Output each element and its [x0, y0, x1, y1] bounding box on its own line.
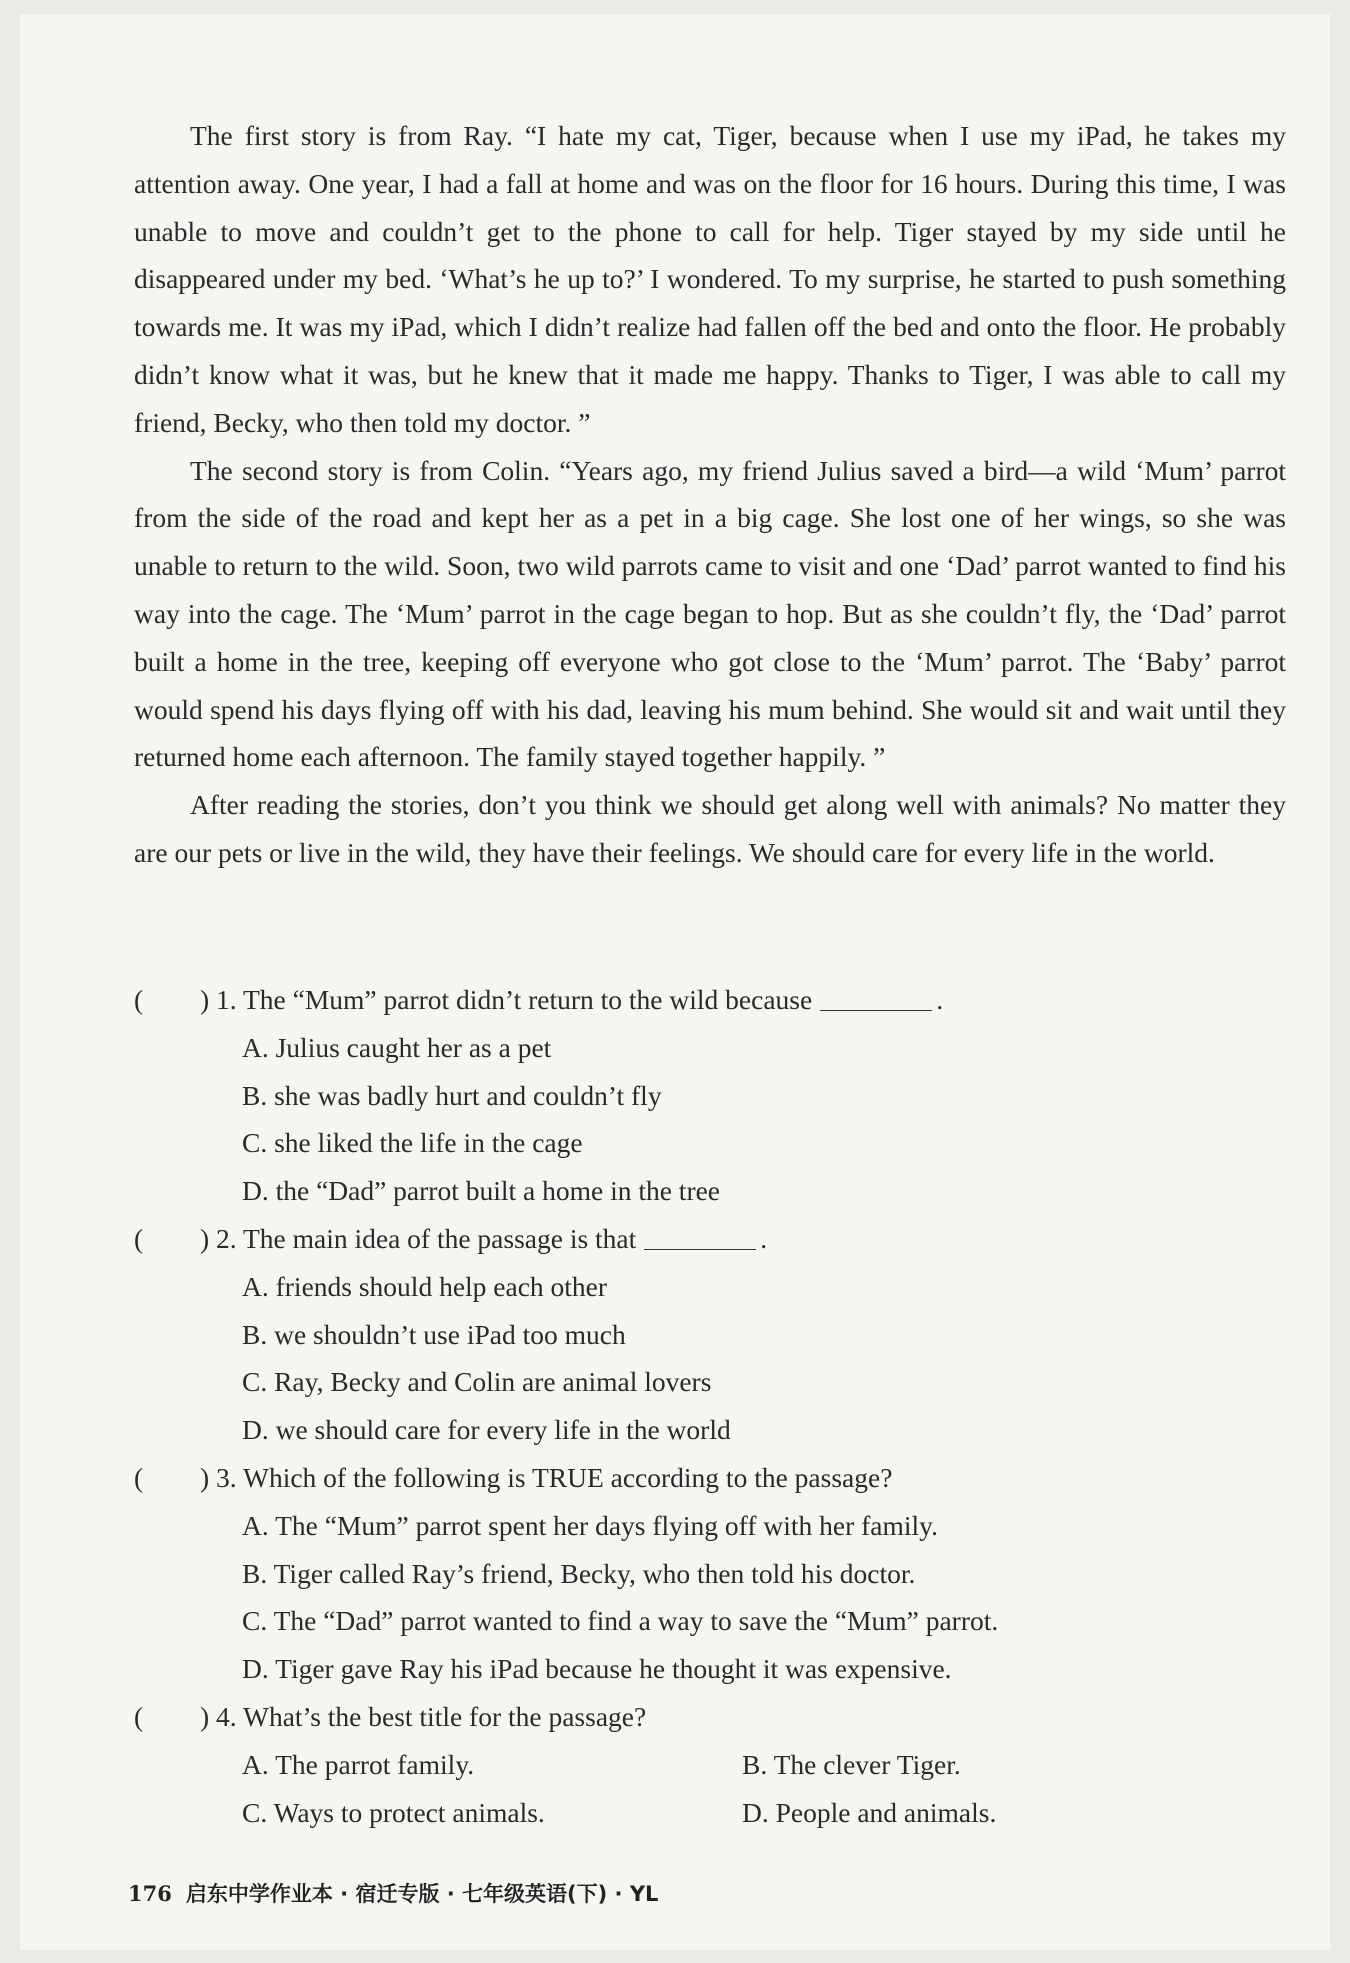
answer-paren-open: (: [134, 1700, 144, 1732]
option-a: A. The “Mum” parrot spent her days flying off with her family.: [242, 1509, 938, 1541]
option-b: B. Tiger called Ray’s friend, Becky, who then told his doctor.: [242, 1557, 916, 1589]
answer-paren-close: ): [200, 1461, 210, 1493]
option-b: B. she was badly hurt and couldn’t fly: [242, 1079, 662, 1111]
question-stem-end: .: [760, 1222, 768, 1254]
option-c: C. The “Dad” parrot wanted to find a way to save the “Mum” parrot.: [242, 1605, 999, 1637]
question-stem-text: 2. The main idea of the passage is that: [216, 1222, 637, 1254]
answer-paren-open: (: [134, 1461, 144, 1493]
answer-paren-open: (: [134, 984, 144, 1015]
answer-blank: [644, 1219, 756, 1250]
question-3: [134, 1454, 1286, 1502]
book-title: 启东中学作业本 · 宿迁专版 · 七年级英语(下) · YL: [185, 1882, 659, 1906]
question-list: [134, 976, 1286, 1836]
option-a: A. The parrot family.: [242, 1748, 475, 1780]
question-stem: [216, 976, 943, 1024]
option-a: A. Julius caught her as a pet: [242, 1031, 552, 1063]
question-1: [134, 976, 1286, 1024]
answer-paren-close: ): [200, 1222, 210, 1254]
question-stem: [216, 1215, 767, 1263]
question-2: [134, 1215, 1286, 1263]
option-c: C. Ray, Becky and Colin are animal lovers: [242, 1366, 712, 1398]
page-footer: [128, 1878, 658, 1908]
reading-passage: [134, 112, 1286, 877]
option-c: C. Ways to protect animals.: [242, 1796, 545, 1828]
answer-blank: [820, 980, 932, 1011]
page-number: 176: [128, 1881, 172, 1906]
paragraph-conclusion: After reading the stories, don’t you think we should get along well with animals? No matter they are our pets or live in the wild, they have their feelings. We should care for every life in the world.: [134, 789, 1286, 868]
paragraph-colin-story: The second story is from Colin. “Years ago, my friend Julius saved a bird—a wild ‘Mum’ parrot from the side of the road and kept her as a pet in a big cage. She lost one of her wings, so she was unable to return to the wild. Soon, two wild parrots came to visit and one ‘Dad’ parrot wanted to find his way into the cage. The ‘Mum’ parrot in the cage began to hop. But as she couldn’t fly, the ‘Dad’ parrot built a home in the tree, keeping off everyone who got close to the ‘Mum’ parrot. The ‘Baby’ parrot would spend his days flying off with his dad, leaving his mum behind. She would sit and wait until they returned home each afternoon. The family stayed together happily. ”: [134, 454, 1286, 773]
question-stem-text: 1. The “Mum” parrot didn’t return to the wild because: [216, 984, 813, 1015]
question-4: [134, 1693, 1286, 1741]
option-c: C. she liked the life in the cage: [242, 1127, 583, 1159]
question-stem-end: .: [936, 984, 944, 1015]
option-a: A. friends should help each other: [242, 1270, 608, 1302]
paragraph-ray-story: The first story is from Ray. “I hate my cat, Tiger, because when I use my iPad, he takes my attention away. One year, I had a fall at home and was on the floor for 16 hours. During this time, I was unable to move and couldn’t get to the phone to call for help. Tiger stayed by my side until he disappeared under my bed. ‘What’s he up to?’ I wondered. To my surprise, he started to push something towards me. It was my iPad, which I didn’t realize had fallen off the bed and onto the floor. He probably didn’t know what it was, but he knew that it made me happy. Thanks to Tiger, I was able to call my friend, Becky, who then told my doctor. ”: [134, 120, 1286, 438]
question-stem: 4. What’s the best title for the passage?: [216, 1700, 647, 1732]
question-stem: 3. Which of the following is TRUE according to the passage?: [216, 1461, 893, 1493]
answer-paren-open: (: [134, 1222, 144, 1254]
answer-paren-close: ): [200, 984, 210, 1015]
options-row-1: [134, 1741, 1286, 1789]
document-page: [20, 14, 1330, 1950]
answer-paren-close: ): [200, 1700, 210, 1732]
options-row-2: [134, 1789, 1286, 1837]
option-b: B. The clever Tiger.: [742, 1748, 961, 1780]
option-b: B. we shouldn’t use iPad too much: [242, 1318, 626, 1350]
option-d: D. People and animals.: [742, 1796, 997, 1828]
option-d: D. Tiger gave Ray his iPad because he thought it was expensive.: [242, 1653, 952, 1685]
option-d: D. we should care for every life in the world: [242, 1414, 731, 1446]
option-d: D. the “Dad” parrot built a home in the tree: [242, 1175, 721, 1207]
